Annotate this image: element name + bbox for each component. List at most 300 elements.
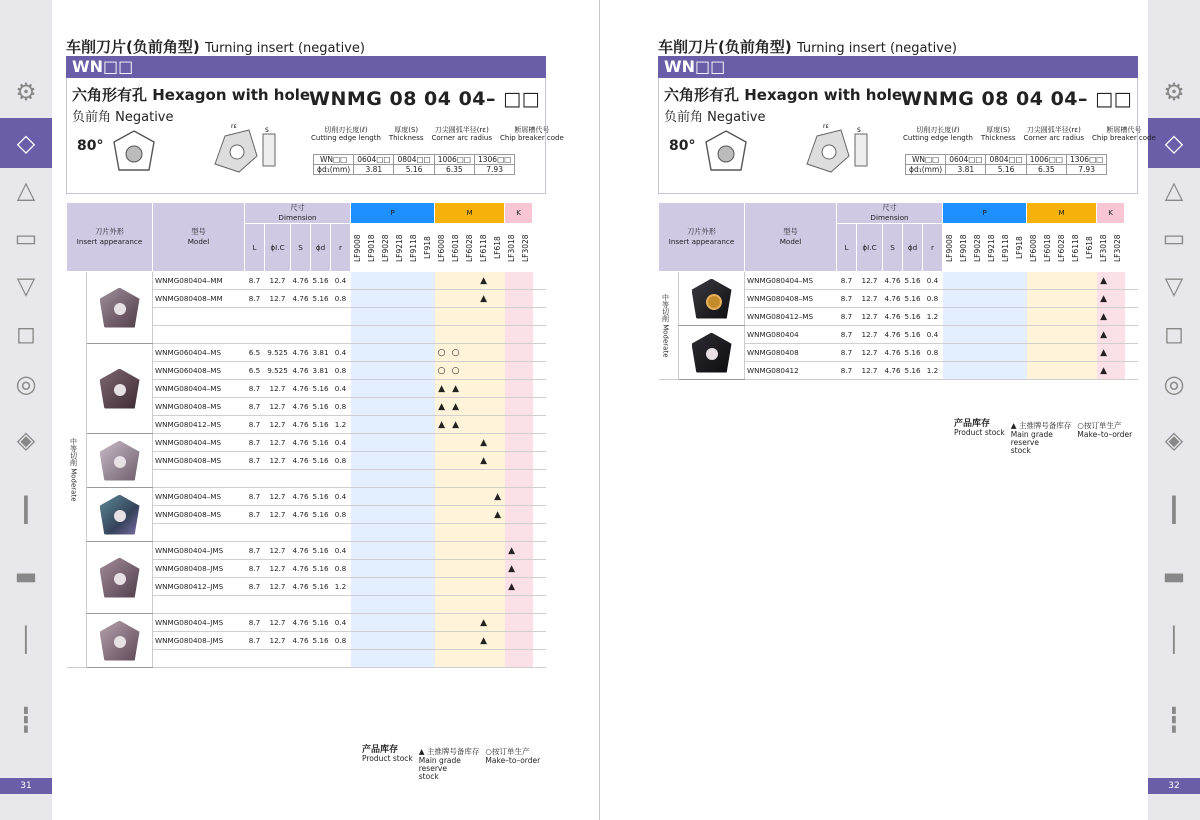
grade-mark-cell [971,272,985,290]
dim-radius-en: Corner arc radius [431,134,493,142]
grade-mark-cell [407,272,421,290]
grade-mark-cell [999,344,1013,362]
dim-col-header: ϕd [903,224,923,272]
grade-mark-cell [449,578,463,596]
grade-mark-cell [393,308,407,326]
grade-mark-cell [1027,290,1041,308]
grade-mark-cell [407,290,421,308]
grade-mark-cell [505,326,519,344]
cell: WN□□ [314,155,354,165]
model-cell: WNMG080412–MS [745,308,837,326]
pad [1125,203,1138,272]
grade-mark-cell [1083,362,1097,380]
grade-mark-cell [491,344,505,362]
dim-cell: 8.7 [245,632,265,650]
model-cell [153,596,245,614]
grade-mark-cell: ▲ [1097,362,1111,380]
dim-cell: 8.7 [245,416,265,434]
dim-cell: 12.7 [265,542,291,560]
grade-mark-cell [407,434,421,452]
dim-thickness-cn: 厚度(S) [394,126,419,134]
legend-stock-cn: 产品库存 [362,745,399,755]
pad [533,596,546,614]
legend-main-cn: ▲ 主推牌号备库存 [418,747,480,756]
grade-mark-cell [999,362,1013,380]
grade-mark-cell [365,380,379,398]
grade-mark-cell [365,524,379,542]
dim-cell: 1.2 [331,416,351,434]
cell: 7.93 [474,165,514,175]
insert-photo [692,279,732,319]
grade-mark-cell [1055,290,1069,308]
model-cell: WNMG080408–MM [153,290,245,308]
grade-mark-cell [505,344,519,362]
holder-icon[interactable]: ▭ [14,224,38,252]
grade-mark-cell [393,380,407,398]
insert-image-cell [87,272,153,344]
grade-header: LF9218 [985,224,999,272]
dim-cell: 0.4 [923,272,943,290]
cell: 0804□□ [986,155,1026,165]
grade-mark-cell [505,470,519,488]
grade-mark-cell [1055,272,1069,290]
group-label-cell [659,272,679,380]
legend-mto-cn: ○按订单生产 [485,747,530,756]
model-cell [153,308,245,326]
grade-mark-cell [351,560,365,578]
grade-mark-cell: ▲ [1097,272,1111,290]
dim-cell [311,308,331,326]
grade-mark-cell [351,632,365,650]
dim-cell: 4.76 [291,398,311,416]
grade-mark-cell [379,470,393,488]
grade-mark-cell [351,506,365,524]
dim-col-header: S [291,224,311,272]
grade-mark-cell [491,272,505,290]
grade-mark-cell [407,470,421,488]
grade-mark-cell [519,434,533,452]
grade-header: LF6028 [1055,224,1069,272]
pad [533,542,546,560]
grade-mark-cell [519,650,533,668]
grade-mark-cell [435,326,449,344]
grade-mark-cell [971,290,985,308]
grade-mark-cell [421,326,435,344]
model-cell: WNMG080408–MS [153,506,245,524]
round-insert-icon[interactable]: ◎ [15,370,37,398]
grade-mark-cell [449,290,463,308]
insert-image-cell [87,434,153,488]
grade-mark-cell [505,380,519,398]
insert-image-cell [87,344,153,434]
grade-mark-cell [407,506,421,524]
dim-cell: 4.76 [883,308,903,326]
grade-mark-cell [477,488,491,506]
page-title [66,36,365,57]
grade-mark-cell [463,290,477,308]
dim-cell: 8.7 [245,542,265,560]
boring-bar-icon[interactable]: ▬ [1162,562,1186,590]
title-en: Turning insert (negative) [796,41,957,56]
insert-category-active-icon[interactable]: ◇ [0,118,52,168]
grade-mark-cell [971,362,985,380]
dim-cell [265,650,291,668]
iso-k-header: K [505,203,533,224]
pad [1125,326,1138,344]
dim-cell [311,650,331,668]
pad [533,344,546,362]
grade-mark-cell: ▲ [477,434,491,452]
grade-mark-cell [491,650,505,668]
insert-image-cell [87,614,153,668]
tool-icon[interactable]: ⚙ [15,78,37,106]
grade-mark-cell [365,596,379,614]
grade-mark-cell [1111,272,1125,290]
product-table-right [658,202,1138,380]
round-insert-icon[interactable]: ◎ [1163,370,1185,398]
svg-text:S: S [265,127,269,134]
dim-breaker-en: Chip breaker code [500,134,564,142]
grade-mark-cell: ▲ [491,506,505,524]
grade-mark-cell [393,326,407,344]
shape-title [72,84,310,105]
product-table-left [66,202,546,668]
grade-mark-cell [449,524,463,542]
rake-label [664,106,766,125]
model-cell: WNMG080404–MS [153,488,245,506]
dim-cell: 5.16 [311,272,331,290]
title-cn: 车削刀片(负前角型) [658,38,792,56]
svg-text:S: S [857,127,861,134]
insert-image-cell [679,272,745,326]
drill-icon[interactable]: ┃ [18,496,34,524]
dim-cell [245,524,265,542]
endmill-icon[interactable]: │ [1166,626,1182,654]
grade-mark-cell [477,650,491,668]
grade-mark-cell [351,308,365,326]
dim-cell: 0.4 [331,542,351,560]
grade-mark-cell [407,380,421,398]
model-cell [153,650,245,668]
grade-mark-cell: ▲ [449,380,463,398]
dim-cell: 12.7 [857,344,883,362]
triangle-insert-icon[interactable]: △ [1164,176,1184,204]
dim-cell: 4.76 [291,632,311,650]
dim-cell [331,308,351,326]
grade-mark-cell [435,596,449,614]
legend-stock-en: Product stock [954,428,1005,437]
dim-cell: 0.4 [923,326,943,344]
insert-photo [100,288,140,328]
grade-mark-cell [999,326,1013,344]
grade-header: LF9018 [957,224,971,272]
grade-mark-cell [491,596,505,614]
grade-mark-cell [1041,308,1055,326]
groove-insert-icon[interactable]: ◈ [1164,426,1184,454]
grade-mark-cell [421,560,435,578]
grade-mark-cell [985,290,999,308]
dimension-en: Dimension [870,213,909,222]
model-cell: WNMG080404–JMS [153,614,245,632]
dim-cell: 5.16 [311,614,331,632]
grade-mark-cell [393,560,407,578]
dim-cell: 8.7 [245,614,265,632]
grade-mark-cell [407,326,421,344]
groove-insert-icon[interactable]: ◈ [16,426,36,454]
dim-cell [245,326,265,344]
grade-mark-cell [449,452,463,470]
grade-mark-cell [393,416,407,434]
grade-mark-cell [365,452,379,470]
model-cell: WNMG080408 [745,344,837,362]
grade-mark-cell [379,434,393,452]
dim-legend [903,126,1156,142]
grade-mark-cell [505,632,519,650]
tool-icon[interactable]: ⚙ [1163,78,1185,106]
grade-mark-cell: ○ [435,344,449,362]
header-row-1 [67,203,547,224]
grade-header: LF3018 [1097,224,1111,272]
grade-mark-cell [999,272,1013,290]
grade-mark-cell [393,650,407,668]
dim-cell: 8.7 [245,380,265,398]
grade-mark-cell: ▲ [477,452,491,470]
grade-mark-cell [393,290,407,308]
dim-cell: 3.81 [311,344,331,362]
indexable-drill-icon[interactable]: ┇ [1166,706,1182,734]
legend-mto [1077,420,1132,439]
dim-cell: 4.76 [291,380,311,398]
dim-cell: 4.76 [291,416,311,434]
grade-mark-cell [463,380,477,398]
pad [533,272,546,290]
model-cn: 型号 [191,227,206,236]
group-label-cn: 中等切削 [661,293,670,322]
insert-category-active-icon[interactable]: ◇ [1148,118,1200,168]
svg-text:rε: rε [823,123,829,130]
dim-cell: 1.2 [923,308,943,326]
grade-mark-cell [407,452,421,470]
grade-mark-cell: ▲ [505,542,519,560]
grade-mark-cell [435,560,449,578]
grade-mark-cell: ▲ [1097,308,1111,326]
triangle-insert-icon[interactable]: △ [16,176,36,204]
grade-mark-cell [351,596,365,614]
drill-icon[interactable]: ┃ [1166,496,1182,524]
grade-mark-cell [999,308,1013,326]
grade-mark-cell [379,290,393,308]
grade-mark-cell [449,506,463,524]
grade-mark-cell: ▲ [477,272,491,290]
grade-header: LF918 [421,224,435,272]
dim-cell: 12.7 [265,560,291,578]
dim-cell [331,470,351,488]
pad [533,398,546,416]
dim-cell: 12.7 [857,290,883,308]
holder-icon[interactable]: ▭ [1162,224,1186,252]
appearance-header [659,203,745,272]
grade-mark-cell [379,326,393,344]
indexable-drill-icon[interactable]: ┇ [18,706,34,734]
endmill-icon[interactable]: │ [18,626,34,654]
grade-mark-cell [393,272,407,290]
grade-mark-cell [421,308,435,326]
dim-cell [265,470,291,488]
pad [533,632,546,650]
dim-cell [331,596,351,614]
dim-cell [311,596,331,614]
grade-mark-cell [519,416,533,434]
grade-mark-cell [365,542,379,560]
grade-mark-cell [351,326,365,344]
dim-cell: 4.76 [883,344,903,362]
pad [533,308,546,326]
grade-mark-cell [393,362,407,380]
dim-cell [291,470,311,488]
grade-mark-cell [1083,308,1097,326]
grade-mark-cell [379,416,393,434]
grade-mark-cell [491,560,505,578]
square-insert-icon[interactable]: ◻ [1164,320,1184,348]
dim-cell: 5.16 [903,344,923,362]
grade-mark-cell [957,362,971,380]
model-cell: WNMG080404–JMS [153,542,245,560]
dim-cell: 8.7 [245,434,265,452]
grade-mark-cell [393,506,407,524]
grade-mark-cell [407,560,421,578]
thread-insert-icon[interactable]: ▽ [1164,272,1184,300]
rake-label [72,106,174,125]
series-bar: WN□□ [658,56,1138,78]
cell: 7.93 [1066,165,1106,175]
table-row [67,344,547,362]
grade-mark-cell [463,524,477,542]
grade-mark-cell [463,542,477,560]
cell: 6.35 [434,165,474,175]
shape-en: Hexagon with hole [744,86,903,104]
grade-mark-cell [519,326,533,344]
grade-mark-cell [449,650,463,668]
grade-mark-cell [393,524,407,542]
boring-bar-icon[interactable]: ▬ [14,562,38,590]
grade-mark-cell [1069,272,1083,290]
grade-mark-cell [985,326,999,344]
grade-mark-cell [463,632,477,650]
dim-cell: 12.7 [265,272,291,290]
grade-mark-cell [1027,308,1041,326]
grade-mark-cell [1041,362,1055,380]
grade-mark-cell [1013,362,1027,380]
grade-mark-cell [435,578,449,596]
title-cn: 车削刀片(负前角型) [66,38,200,56]
dim-cell: 5.16 [903,290,923,308]
grade-header: LF9028 [379,224,393,272]
grade-mark-cell [491,290,505,308]
grade-header: LF6018 [449,224,463,272]
dim-cell: 1.2 [923,362,943,380]
grade-mark-cell [421,362,435,380]
cell: 0604□□ [946,155,986,165]
dim-radius [1024,126,1085,142]
grade-mark-cell [491,542,505,560]
dim-cell: 5.16 [311,488,331,506]
grade-mark-cell [421,596,435,614]
grade-mark-cell [1111,308,1125,326]
model-en: Model [779,237,802,246]
grade-mark-cell [1069,326,1083,344]
group-label [661,294,670,358]
dimension-cn: 尺寸 [882,203,897,212]
cell: 5.16 [986,165,1026,175]
grade-header: LF9118 [407,224,421,272]
grade-mark-cell [407,416,421,434]
dim-cell: 0.4 [331,344,351,362]
grade-mark-cell [421,506,435,524]
iso-p-header: P [351,203,435,224]
series-bar: WN□□ [66,56,546,78]
grade-mark-cell [463,560,477,578]
model-cell: WNMG080404–MS [745,272,837,290]
dim-cell: 8.7 [837,362,857,380]
grade-mark-cell [379,506,393,524]
legend-main [419,746,480,781]
grade-mark-cell [477,596,491,614]
dimension-header [837,203,943,224]
dim-cell: 12.7 [265,290,291,308]
dim-cell [311,524,331,542]
grade-mark-cell: ▲ [435,398,449,416]
grade-mark-cell [351,398,365,416]
grade-mark-cell [463,506,477,524]
grade-mark-cell [421,344,435,362]
grade-header: LF3028 [1111,224,1125,272]
grade-mark-cell [421,488,435,506]
grade-mark-cell [1069,290,1083,308]
grade-mark-cell [365,344,379,362]
grade-mark-cell [491,308,505,326]
grade-mark-cell [519,632,533,650]
model-cell [153,470,245,488]
rake-cn: 负前角 [664,110,704,125]
grade-mark-cell [449,488,463,506]
dim-cell: 8.7 [245,560,265,578]
grade-mark-cell [435,452,449,470]
grade-mark-cell [351,614,365,632]
grade-header: LF9218 [393,224,407,272]
grade-mark-cell [463,362,477,380]
dim-col-header: r [331,224,351,272]
thread-insert-icon[interactable]: ▽ [16,272,36,300]
dim-edge-cn: 切削刃长度(ℓ) [324,126,368,134]
grade-mark-cell [351,416,365,434]
grade-mark-cell [957,272,971,290]
rake-en: Negative [707,110,766,125]
iso-p-header: P [943,203,1027,224]
grade-mark-cell [1111,326,1125,344]
header-row-1 [659,203,1139,224]
cell: 0804□□ [394,155,434,165]
page-title [658,36,957,57]
hole-size-table [313,154,515,175]
pad [533,326,546,344]
grade-mark-cell: ▲ [505,578,519,596]
dim-cell [245,650,265,668]
square-insert-icon[interactable]: ◻ [16,320,36,348]
grade-mark-cell [379,650,393,668]
dim-col-header: S [883,224,903,272]
grade-mark-cell [379,272,393,290]
dim-thickness-cn: 厚度(S) [986,126,1011,134]
